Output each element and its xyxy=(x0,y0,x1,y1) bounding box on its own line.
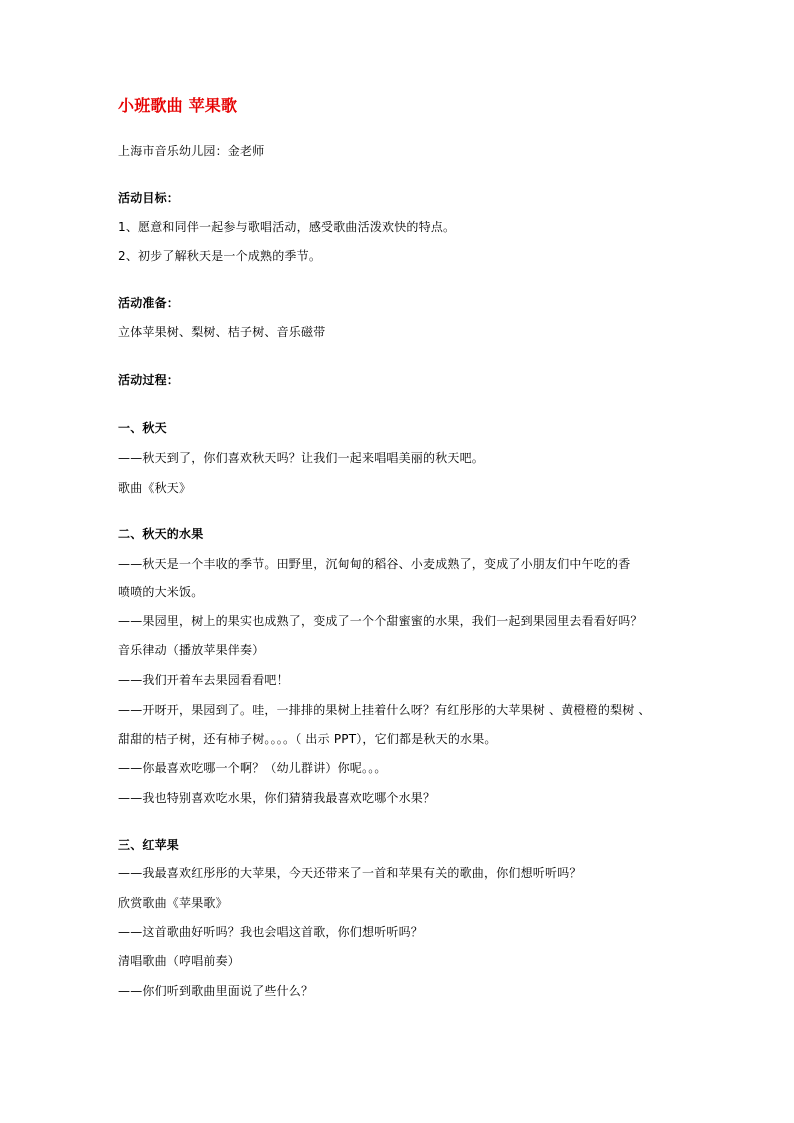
section-3-line: 欣赏歌曲《苹果歌》 xyxy=(118,896,228,910)
goals-heading: 活动目标： xyxy=(118,191,180,205)
section-3-line: ——这首歌曲好听吗？我也会唱这首歌，你们想听听吗？ xyxy=(118,925,424,939)
process-heading: 活动过程： xyxy=(118,373,180,387)
section-3-line: ——我最喜欢红彤彤的大苹果，今天还带来了一首和苹果有关的歌曲，你们想听听吗？ xyxy=(118,866,582,880)
section-3-line: ——你们听到歌曲里面说了些什么？ xyxy=(118,984,314,998)
section-2-line: ——我也特别喜欢吃水果，你们猜猜我最喜欢吃哪个水果？ xyxy=(118,791,436,805)
section-2-line: ——开呀开，果园到了。哇，一排排的果树上挂着什么呀？有红彤彤的大苹果树 、黄橙橙的梨树 、 xyxy=(118,703,651,717)
section-3-heading: 三、红苹果 xyxy=(118,838,180,852)
section-2-heading: 二、秋天的水果 xyxy=(118,527,204,541)
section-2-line: 喷喷的大米饭。 xyxy=(118,585,204,599)
section-2-line: 音乐律动（播放苹果伴奏） xyxy=(118,643,265,657)
prep-items: 立体苹果树、梨树、桔子树、音乐磁带 xyxy=(118,325,326,339)
prep-heading: 活动准备： xyxy=(118,296,180,310)
section-1-line: 歌曲《秋天》 xyxy=(118,481,192,495)
section-2-line: ——果园里，树上的果实也成熟了，变成了一个个甜蜜蜜的水果，我们一起到果园里去看看好吗？ xyxy=(118,614,643,628)
document-title: 小班歌曲 苹果歌 xyxy=(118,96,238,115)
section-2-line: ——我们开着车去果园看看吧！ xyxy=(118,673,289,687)
section-2-line: ——你最喜欢吃哪一个啊？（幼儿群讲）你呢。。。 xyxy=(118,761,387,775)
section-1-line: ——秋天到了，你们喜欢秋天吗？让我们一起来唱唱美丽的秋天吧。 xyxy=(118,451,485,465)
section-3-line: 清唱歌曲（哼唱前奏） xyxy=(118,954,241,968)
section-2-line: ——秋天是一个丰收的季节。田野里，沉甸甸的稻谷、小麦成熟了，变成了小朋友们中午吃的香 xyxy=(118,557,631,571)
goal-item-2: 2、初步了解秋天是一个成熟的季节。 xyxy=(118,249,322,263)
section-1-heading: 一、秋天 xyxy=(118,421,167,435)
author-line: 上海市音乐幼儿园：金老师 xyxy=(118,144,265,158)
section-2-line: 甜甜的桔子树，还有柿子树。。。。（ 出示 PPT），它们都是秋天的水果。 xyxy=(118,732,497,746)
goal-item-1: 1、愿意和同伴一起参与歌唱活动，感受歌曲活泼欢快的特点。 xyxy=(118,220,456,234)
